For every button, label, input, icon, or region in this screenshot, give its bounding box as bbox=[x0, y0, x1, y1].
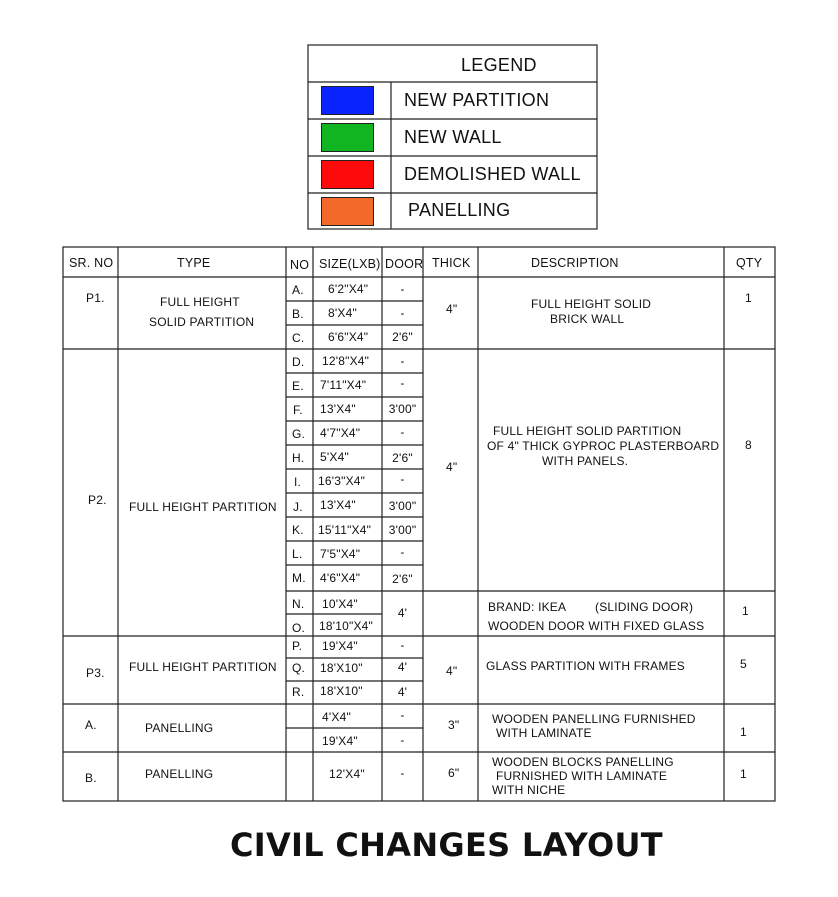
row-size: 15'11"X4" bbox=[318, 523, 372, 537]
legend-title: LEGEND bbox=[461, 55, 537, 75]
panelling-swatch bbox=[321, 197, 374, 226]
header-size: SIZE(LXB) bbox=[319, 257, 381, 271]
row-no: I. bbox=[294, 475, 302, 489]
row-size: 18'10"X4" bbox=[319, 619, 373, 633]
sr-no-b: B. bbox=[85, 771, 97, 785]
row-door: - bbox=[400, 282, 405, 296]
legend-label-panelling: PANELLING bbox=[408, 200, 511, 220]
row-size: 13'X4" bbox=[320, 498, 356, 512]
row-door: 2'6" bbox=[392, 330, 413, 344]
desc-p2-line1: FULL HEIGHT SOLID PARTITION bbox=[493, 424, 682, 438]
row-door: - bbox=[400, 708, 405, 722]
legend-label-new-wall: NEW WALL bbox=[404, 127, 502, 147]
row-no: M. bbox=[292, 571, 306, 585]
row-door: 2'6" bbox=[392, 451, 413, 465]
desc-a-line1: WOODEN PANELLING FURNISHED bbox=[492, 712, 696, 726]
type-p1-line1: FULL HEIGHT bbox=[160, 295, 240, 309]
row-no: O. bbox=[292, 621, 306, 635]
row-size: 6'2"X4" bbox=[328, 282, 369, 296]
row-no: C. bbox=[292, 331, 305, 345]
row-door: - bbox=[400, 545, 405, 559]
row-no: N. bbox=[292, 597, 305, 611]
thick-p2: 4" bbox=[446, 460, 458, 474]
desc-p2-sub-line1: BRAND: IKEA bbox=[488, 600, 567, 614]
sr-no-p1: P1. bbox=[86, 291, 105, 305]
desc-p1-line1: FULL HEIGHT SOLID bbox=[531, 297, 652, 311]
size-b: 12'X4" bbox=[329, 767, 365, 781]
desc-a-line2: WITH LAMINATE bbox=[496, 726, 592, 740]
row-size: 18'X10" bbox=[320, 661, 363, 675]
row-door: - bbox=[400, 638, 405, 652]
desc-p2-sub-line1b: (SLIDING DOOR) bbox=[595, 600, 694, 614]
row-door: - bbox=[400, 354, 405, 368]
thick-p3: 4" bbox=[446, 664, 458, 678]
desc-p2-line3: WITH PANELS. bbox=[542, 454, 629, 468]
qty-p1: 1 bbox=[745, 291, 752, 305]
row-size: 4'7"X4" bbox=[320, 426, 361, 440]
row-no: E. bbox=[292, 379, 304, 393]
row-size: 19'X4" bbox=[322, 639, 358, 653]
row-door: - bbox=[400, 733, 405, 747]
row-no: R. bbox=[292, 685, 305, 699]
legend-label-demolished-wall: DEMOLISHED WALL bbox=[404, 164, 581, 184]
row-door: 3'00" bbox=[388, 402, 417, 416]
row-size: 12'8"X4" bbox=[322, 354, 370, 368]
row-door: 4' bbox=[397, 660, 408, 674]
row-door: 3'00" bbox=[388, 499, 417, 513]
row-size: 18'X10" bbox=[320, 684, 363, 698]
desc-p1-line2: BRICK WALL bbox=[550, 312, 625, 326]
thick-b: 6" bbox=[448, 766, 460, 780]
page-title: CIVIL CHANGES LAYOUT bbox=[230, 826, 663, 864]
qty-p2-sub: 1 bbox=[742, 604, 749, 618]
type-p2: FULL HEIGHT PARTITION bbox=[129, 500, 277, 514]
row-size: 7'11"X4" bbox=[320, 378, 367, 392]
type-b: PANELLING bbox=[145, 767, 214, 781]
header-door: DOOR bbox=[385, 257, 424, 271]
door-p2-sliding: 4' bbox=[397, 606, 408, 620]
row-no: F. bbox=[293, 403, 303, 417]
row-size: 7'5"X4" bbox=[320, 547, 361, 561]
row-size: 4'6"X4" bbox=[320, 571, 361, 585]
row-size: 5'X4" bbox=[320, 450, 349, 464]
row-door: - bbox=[400, 425, 405, 439]
qty-b: 1 bbox=[740, 767, 747, 781]
desc-b-line3: WITH NICHE bbox=[492, 783, 566, 797]
row-size: 19'X4" bbox=[322, 734, 358, 748]
row-no: K. bbox=[292, 523, 304, 537]
row-no: P. bbox=[292, 639, 303, 653]
sr-no-p3: P3. bbox=[86, 666, 105, 680]
row-no: B. bbox=[292, 307, 304, 321]
row-size: 10'X4" bbox=[322, 597, 358, 611]
type-a: PANELLING bbox=[145, 721, 214, 735]
header-qty: QTY bbox=[736, 256, 763, 270]
type-p3: FULL HEIGHT PARTITION bbox=[129, 660, 277, 674]
row-size: 16'3"X4" bbox=[318, 474, 366, 488]
row-door: - bbox=[400, 376, 405, 390]
legend-label-new-partition: NEW PARTITION bbox=[404, 90, 550, 110]
desc-b-line2: FURNISHED WITH LAMINATE bbox=[496, 769, 668, 783]
desc-p2-sub-line2: WOODEN DOOR WITH FIXED GLASS bbox=[488, 619, 705, 633]
row-door: 2'6" bbox=[392, 572, 413, 586]
desc-p2-line2: OF 4" THICK GYPROC PLASTERBOARD bbox=[487, 439, 720, 453]
header-description: DESCRIPTION bbox=[531, 256, 619, 270]
row-no: G. bbox=[292, 427, 306, 441]
header-sr-no: SR. NO bbox=[69, 256, 114, 270]
row-no: D. bbox=[292, 355, 305, 369]
sr-no-a: A. bbox=[85, 718, 97, 732]
row-no: L. bbox=[292, 547, 303, 561]
new-partition-swatch bbox=[321, 86, 374, 115]
row-size: 8'X4" bbox=[328, 306, 357, 320]
row-no: Q. bbox=[292, 661, 306, 675]
qty-p3: 5 bbox=[740, 657, 747, 671]
desc-b-line1: WOODEN BLOCKS PANELLING bbox=[492, 755, 674, 769]
qty-p2: 8 bbox=[745, 438, 752, 452]
row-size: 4'X4" bbox=[322, 710, 351, 724]
sr-no-p2: P2. bbox=[88, 493, 107, 507]
row-size: 6'6"X4" bbox=[328, 330, 369, 344]
new-wall-swatch bbox=[321, 123, 374, 152]
qty-a: 1 bbox=[740, 725, 747, 739]
door-b: - bbox=[400, 766, 405, 780]
header-thick: THICK bbox=[432, 256, 471, 270]
row-door: - bbox=[400, 472, 405, 486]
row-no: H. bbox=[292, 451, 305, 465]
type-p1-line2: SOLID PARTITION bbox=[149, 315, 255, 329]
header-type: TYPE bbox=[177, 256, 211, 270]
desc-p3: GLASS PARTITION WITH FRAMES bbox=[486, 659, 685, 673]
row-no: A. bbox=[292, 283, 304, 297]
row-door: - bbox=[400, 306, 405, 320]
row-no: J. bbox=[293, 500, 303, 514]
thick-a: 3" bbox=[448, 718, 460, 732]
thick-p1: 4" bbox=[446, 302, 458, 316]
row-size: 13'X4" bbox=[320, 402, 356, 416]
demolished-wall-swatch bbox=[321, 160, 374, 189]
row-door: 3'00" bbox=[388, 523, 417, 537]
header-no: NO bbox=[290, 258, 310, 272]
row-door: 4' bbox=[397, 685, 408, 699]
